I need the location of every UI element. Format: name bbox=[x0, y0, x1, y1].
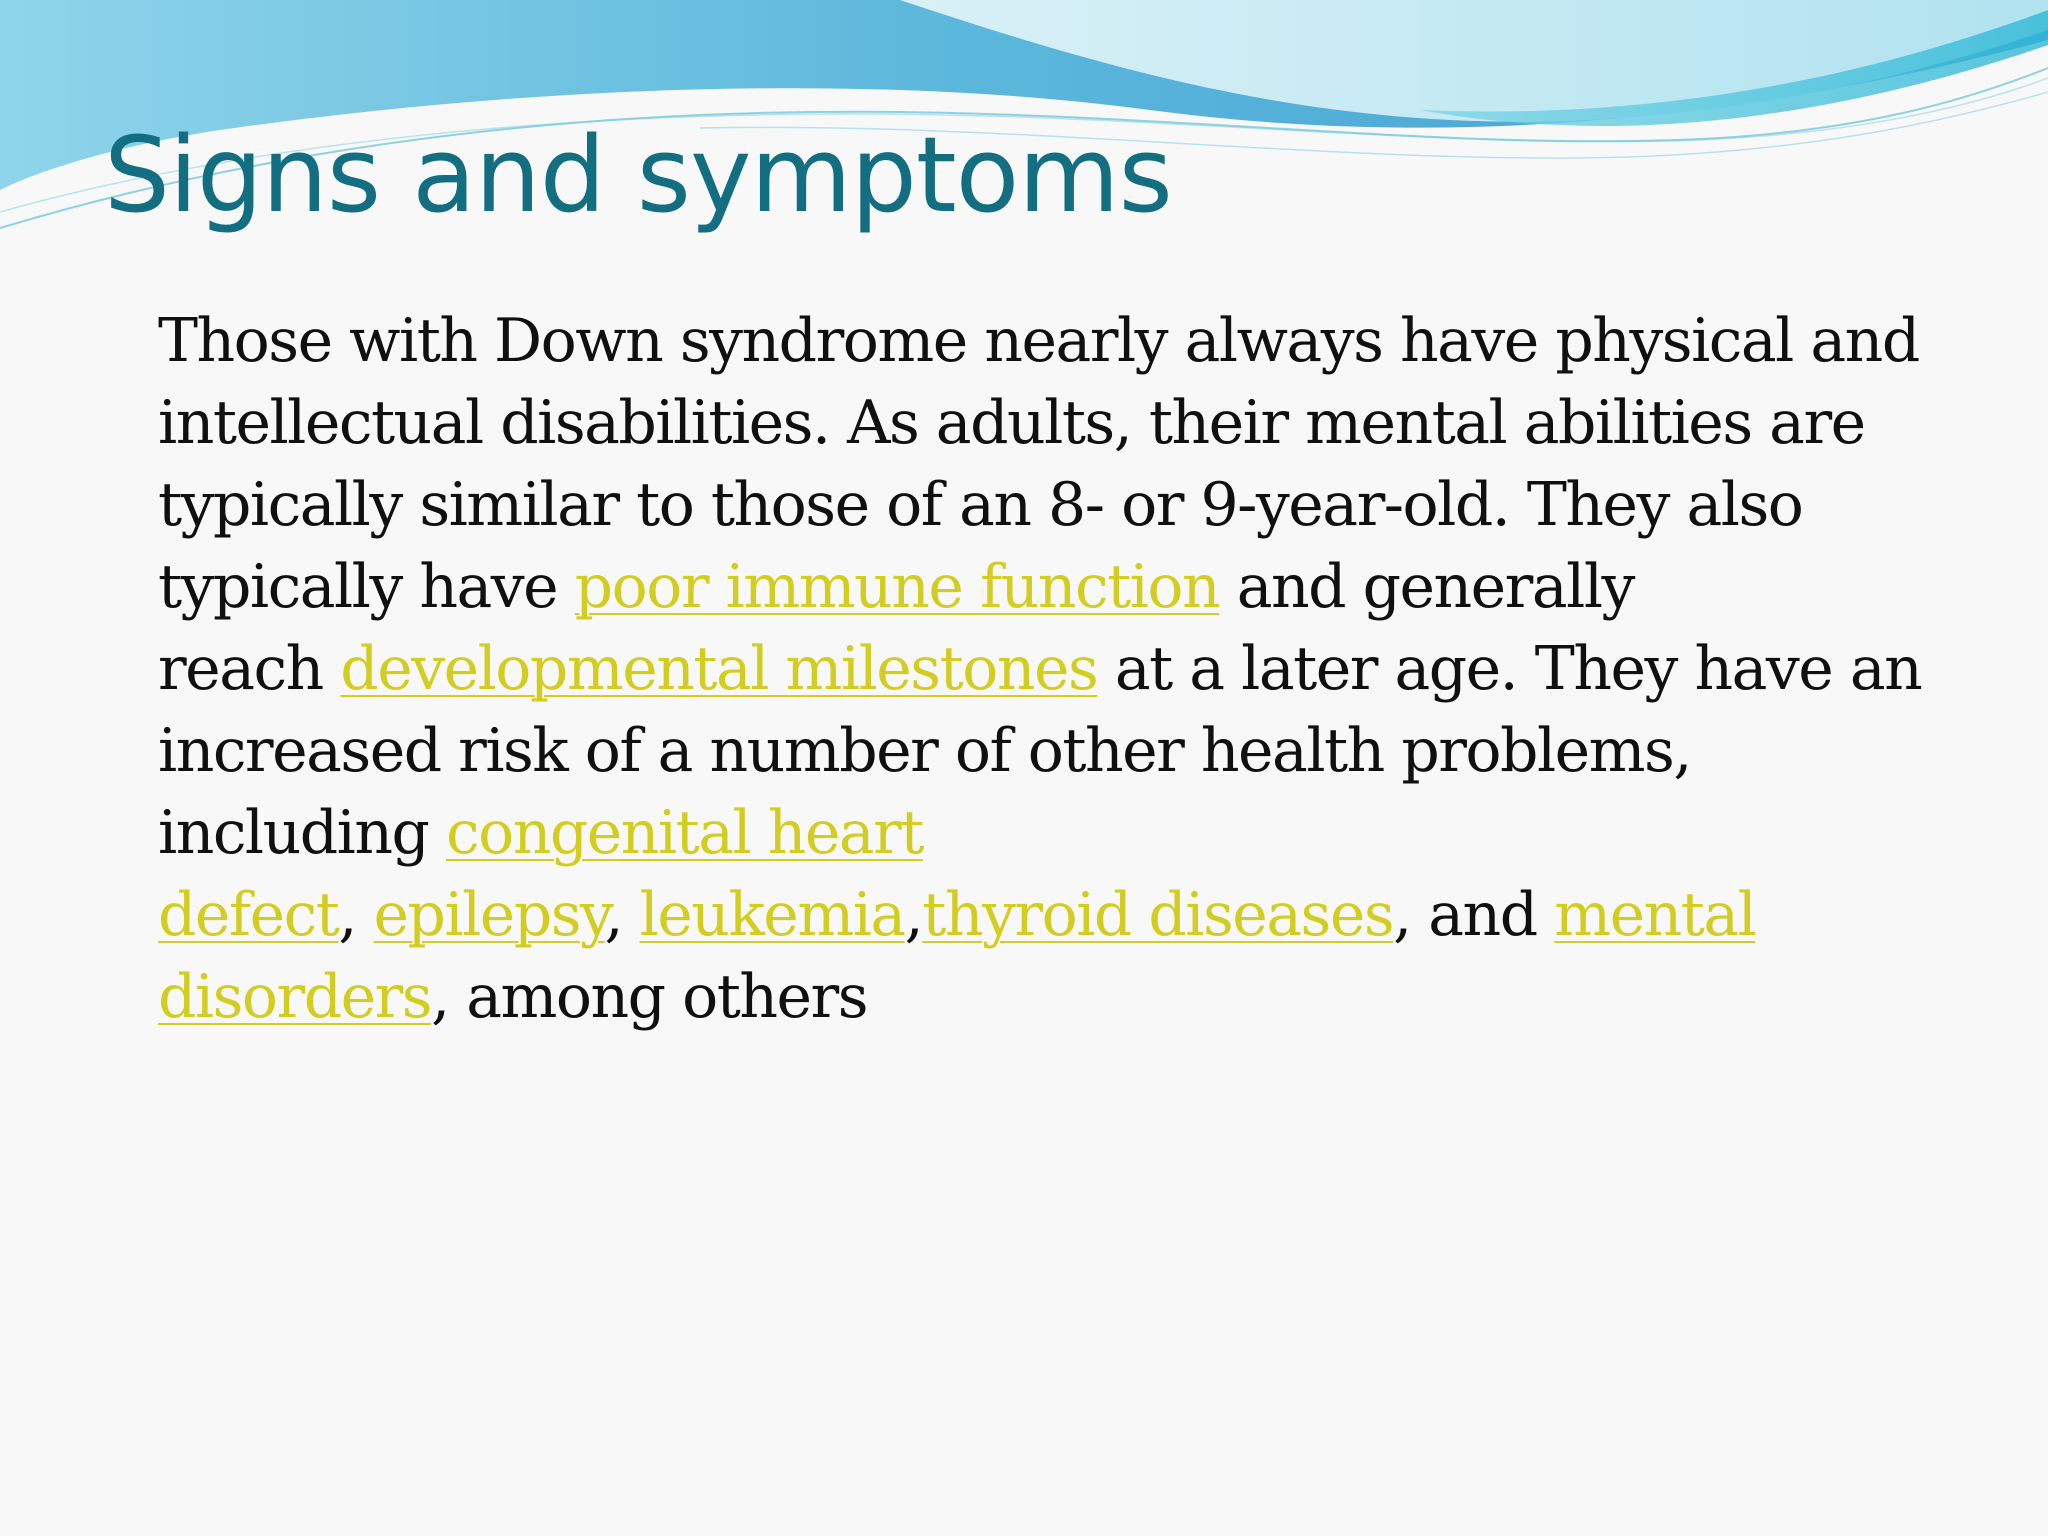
body-text-segment: typically have bbox=[158, 552, 575, 622]
body-line bbox=[158, 956, 1958, 1038]
body-line bbox=[158, 464, 1958, 546]
body-text-segment: and generally bbox=[1219, 552, 1634, 622]
body-line bbox=[158, 546, 1958, 628]
link-leukemia[interactable]: leukemia bbox=[639, 880, 905, 950]
body-text-segment: increased risk of a number of other health problems, bbox=[158, 716, 1691, 786]
body-text-segment: , bbox=[338, 880, 374, 950]
body-line bbox=[158, 382, 1958, 464]
link-epilepsy[interactable]: epilepsy bbox=[373, 880, 605, 950]
body-line bbox=[158, 792, 1958, 874]
body-text-segment: Those with Down syndrome nearly always have physical and bbox=[158, 306, 1919, 376]
link-thyroid-diseases[interactable]: thyroid diseases bbox=[922, 880, 1394, 950]
body-text-segment: , among others bbox=[431, 962, 868, 1032]
link-congenital-heart-defect[interactable]: defect bbox=[158, 880, 339, 950]
body-text-segment: typically similar to those of an 8- or 9-year-old. They also bbox=[158, 470, 1803, 540]
body-text-segment: reach bbox=[158, 634, 341, 704]
body-line bbox=[158, 710, 1958, 792]
body-text-segment: at a later age. They have an bbox=[1097, 634, 1922, 704]
link-developmental-milestones[interactable]: developmental milestones bbox=[340, 634, 1098, 704]
body-text-segment: , bbox=[904, 880, 923, 950]
body-line bbox=[158, 874, 1958, 956]
slide-title: Signs and symptoms bbox=[104, 114, 1172, 236]
body-line bbox=[158, 628, 1958, 710]
body-text-segment: , and bbox=[1393, 880, 1555, 950]
link-congenital-heart-defect[interactable]: congenital heart bbox=[446, 798, 923, 868]
link-poor-immune-function[interactable]: poor immune function bbox=[574, 552, 1220, 622]
link-mental-disorders[interactable]: mental bbox=[1554, 880, 1756, 950]
body-text-segment: , bbox=[604, 880, 640, 950]
body-line bbox=[158, 300, 1958, 382]
link-mental-disorders[interactable]: disorders bbox=[158, 962, 432, 1032]
body-text-segment: including bbox=[158, 798, 446, 868]
slide-body bbox=[158, 300, 1958, 1038]
body-text-segment: intellectual disabilities. As adults, their mental abilities are bbox=[158, 388, 1865, 458]
